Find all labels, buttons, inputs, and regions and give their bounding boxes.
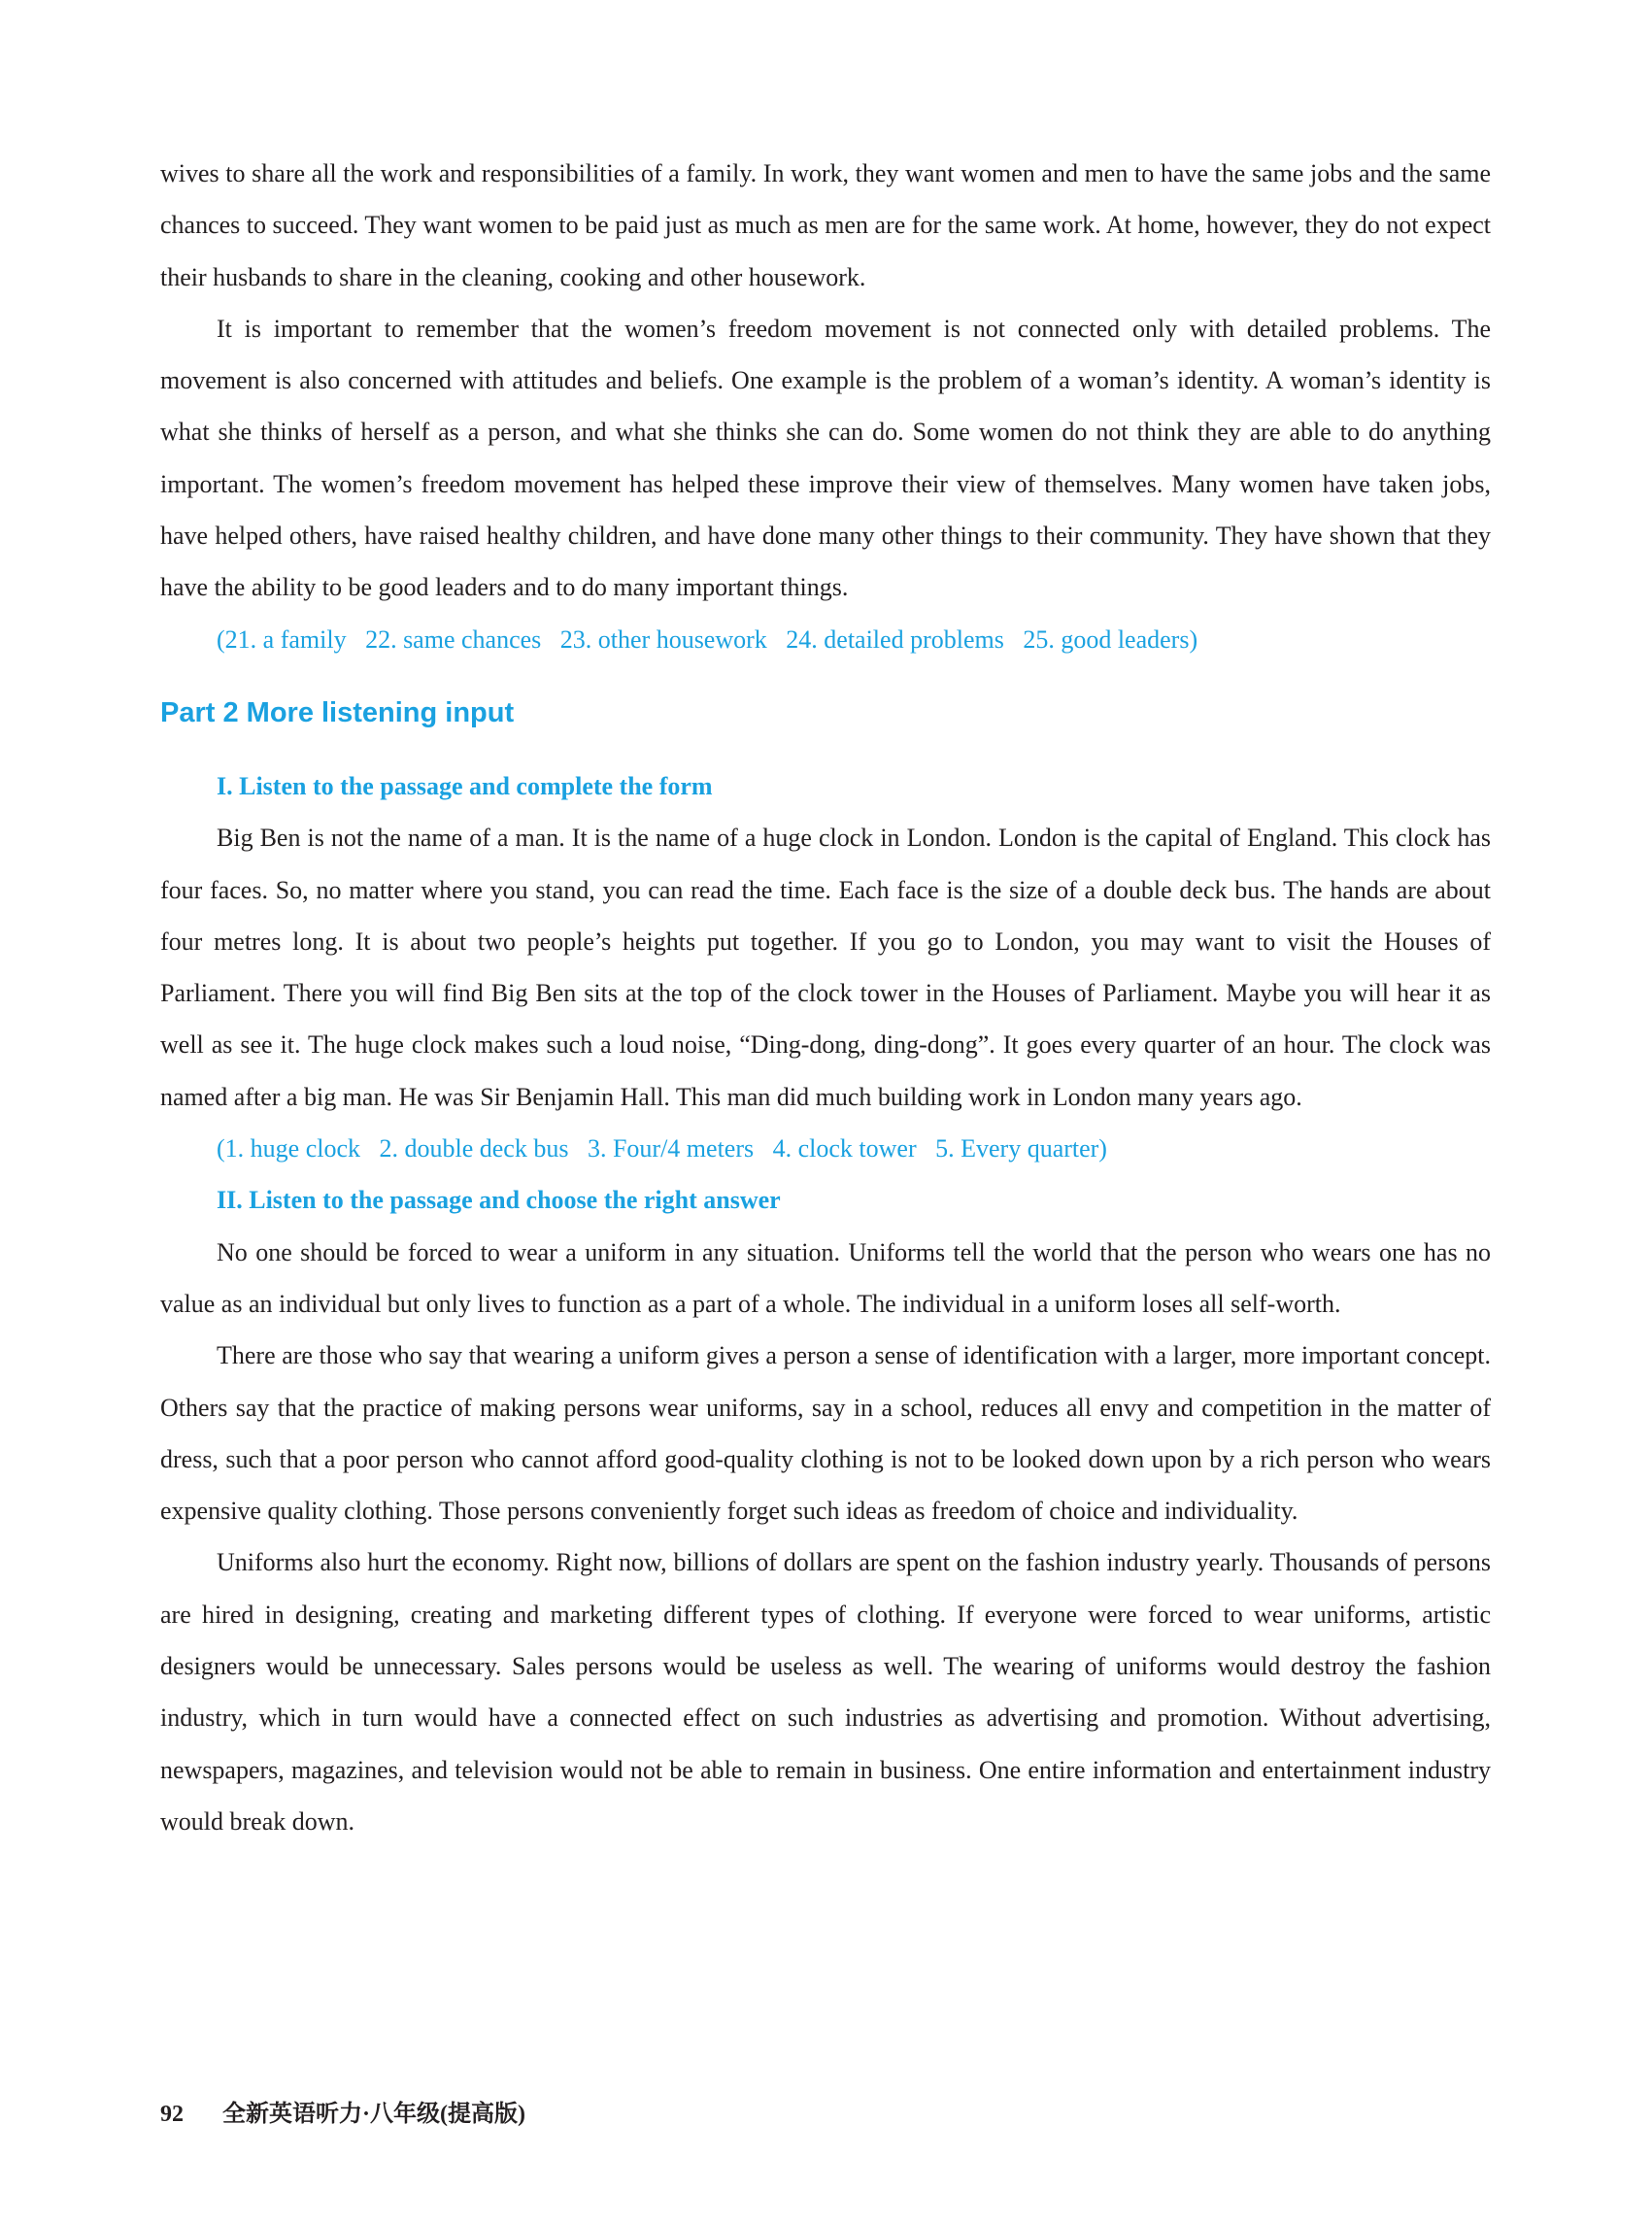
paragraph-big-ben: Big Ben is not the name of a man. It is the name of a huge clock in London. London is the capital of England. This clock has four faces. So, no matter where you stand, you can read the time. Each face is the size of a double deck bus. The hands are about four metres long. It is about two people’s heights put together. If you go to London, you may want to visit the Houses of Parliament. There you will find Big Ben sits at the top of the clock tower in the Houses of Parliament. Maybe you will hear it as well as see it. The huge clock makes such a loud noise, “Ding-dong, ding-dong”. It goes every quarter of an hour. The clock was named after a big man. He was Sir Benjamin Hall. This man did much building work in London many years ago. [160,824,1491,1111]
paragraph-uniforms-2: There are those who say that wearing a uniform gives a person a sense of identification with a larger, more important concept. Others say that the practice of making persons wear uniforms, say in a school, reduces all envy and competition in the matter of dress, such that a poor person who cannot afford good-quality clothing is not to be looked down upon by a rich person who wears expensive quality clothing. Those persons conveniently forget such ideas as freedom of choice and individuality. [160,1341,1491,1526]
answers-part1: (21. a family 22. same chances 23. other housework 24. detailed problems 25. good leaders) [217,624,1198,654]
page-content [160,148,1491,1847]
part2-heading: Part 2 More listening input [160,696,515,728]
paragraph-uniforms-1: No one should be forced to wear a uniform in any situation. Uniforms tell the world that the person who wears one has no value as an individual but only lives to function as a part of a whole. The individual in a uniform loses all self-worth. [160,1237,1491,1318]
page-footer [160,2094,525,2128]
paragraph-continued: wives to share all the work and responsibilities of a family. In work, they want women and men to have the same jobs and the same chances to succeed. They want women to be paid just as much as men are for the same work. At home, however, they do not expect their husbands to share in the cleaning, cooking and other housework. [160,159,1491,291]
paragraph-womens-movement: It is important to remember that the women’s freedom movement is not connected only with detailed problems. The movement is also concerned with attitudes and beliefs. One example is the problem of a woman’s identity. A woman’s identity is what she thinks of herself as a person, and what she thinks she can do. Some women do not think they are able to do anything important. The women’s freedom movement has helped these improve their view of themselves. Many women have taken jobs, have helped others, have raised healthy children, and have done many other things to their community. They have shown that they have the ability to be good leaders and to do many important things. [160,314,1491,602]
answers-section1: (1. huge clock 2. double deck bus 3. Four/4 meters 4. clock tower 5. Every quarter) [217,1134,1107,1163]
page-number: 92 [160,2102,184,2127]
paragraph-uniforms-3: Uniforms also hurt the economy. Right now, billions of dollars are spent on the fashion industry yearly. Thousands of persons are hired in designing, creating and marketing different types of clothing. If everyone were forced to wear uniforms, artistic designers would be unnecessary. Sales persons would be useless as well. The wearing of uniforms would destroy the fashion industry, which in turn would have a connected effect on such industries as advertising and promotion. Without advertising, newspapers, magazines, and television would not be able to remain in business. One entire information and entertainment industry would break down. [160,1548,1491,1836]
book-title: 全新英语听力·八年级(提高版) [222,2102,525,2127]
section1-heading: I. Listen to the passage and complete the form [217,771,713,800]
section2-heading: II. Listen to the passage and choose the right answer [217,1186,781,1215]
